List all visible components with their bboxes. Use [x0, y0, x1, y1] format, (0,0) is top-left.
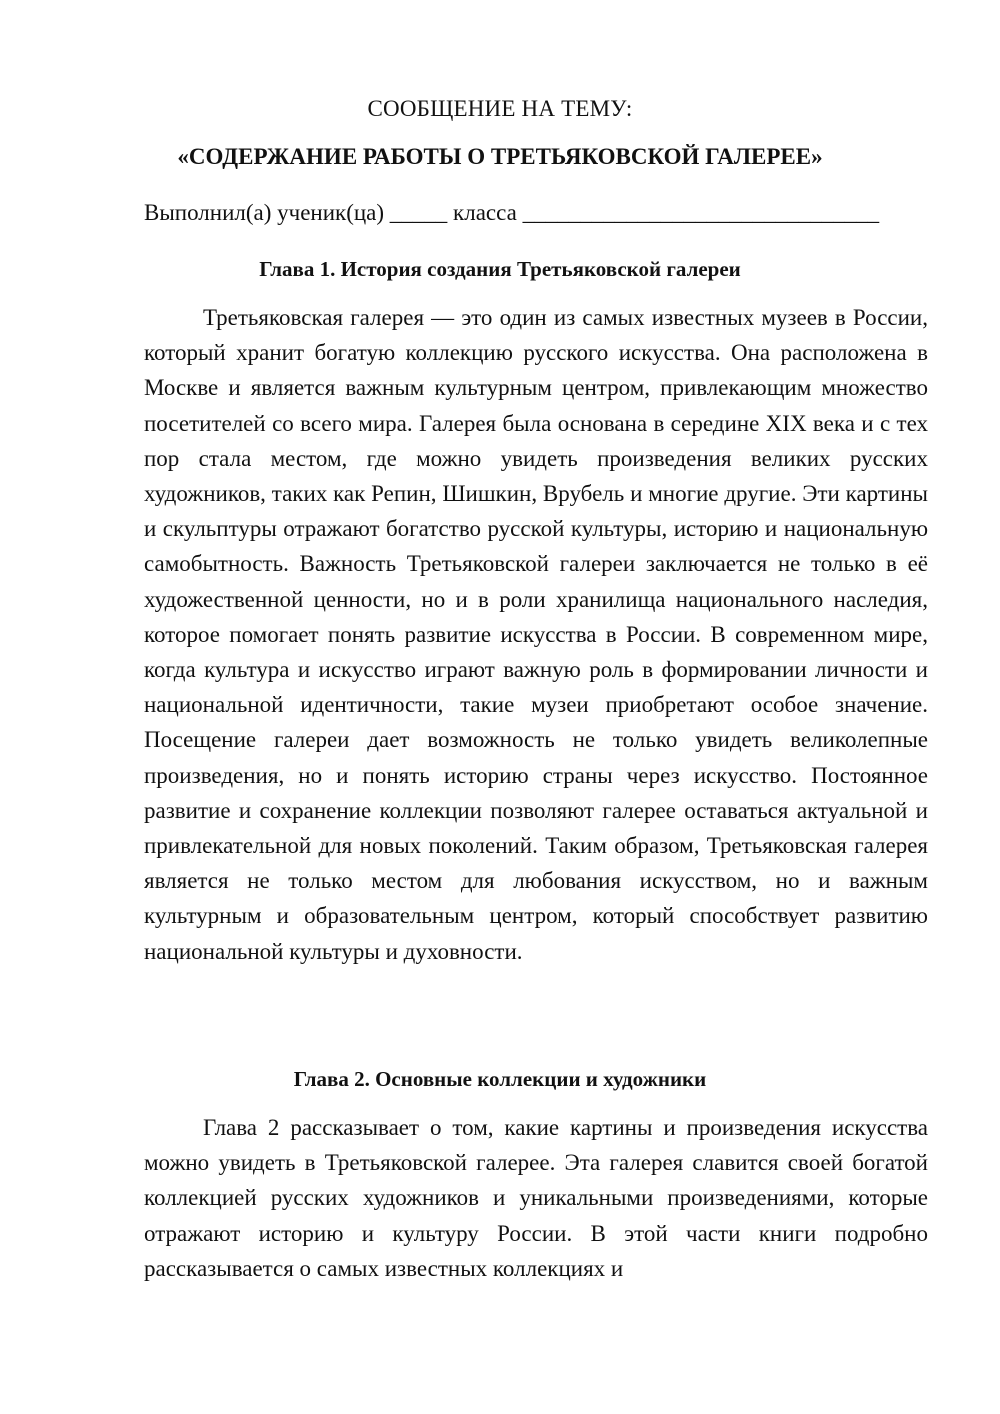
chapter-2-heading: Глава 2. Основные коллекции и художники: [293, 1067, 707, 1091]
chapter-2-paragraph: Глава 2 рассказывает о том, какие картины и произведения искусства можно увидеть в Третьяковской галерее. Эта галерея славится своей богатой коллекцией русских художников и уникальными произведениями, которые отражают историю и культуру России. В этой части книги подробно рассказывается о самых известных коллекциях и: [144, 1115, 928, 1281]
student-info-line: Выполнил(а) ученик(ца) _____ класса _______________________________: [144, 200, 880, 225]
chapter-1-heading: Глава 1. История создания Третьяковской галереи: [259, 257, 741, 281]
document-title-line2: «СОДЕРЖАНИЕ РАБОТЫ О ТРЕТЬЯКОВСКОЙ ГАЛЕРЕЕ»: [177, 144, 823, 169]
document-title-line1: СООБЩЕНИЕ НА ТЕМУ:: [367, 96, 633, 121]
chapter-1-paragraph: Третьяковская галерея — это один из самых известных музеев в России, который хранит богатую коллекцию русского искусства. Она расположена в Москве и является важным культурным центром, привлекающим множество посетителей со всего мира. Галерея была основана в середине XIX века и с тех пор стала местом, где можно увидеть произведения великих русских художников, таких как Репин, Шишкин, Врубель и многие другие. Эти картины и скульптуры отражают богатство русской культуры, историю и национальную самобытность. Важность Третьяковской галереи заключается не только в её художественной ценности, но и в роли хранилища национального наследия, которое помогает понять развитие искусства в России. В современном мире, когда культура и искусство играют важную роль в формировании личности и национальной идентичности, такие музеи приобретают особое значение. Посещение галереи дает возможность не только увидеть великолепные произведения, но и понять историю страны через искусство. Постоянное развитие и сохранение коллекции позволяют галерее оставаться актуальной и привлекательной для новых поколений. Таким образом, Третьяковская галерея является не только местом для любования искусством, но и важным культурным и образовательным центром, который способствует развитию национальной культуры и духовности.: [144, 305, 928, 964]
